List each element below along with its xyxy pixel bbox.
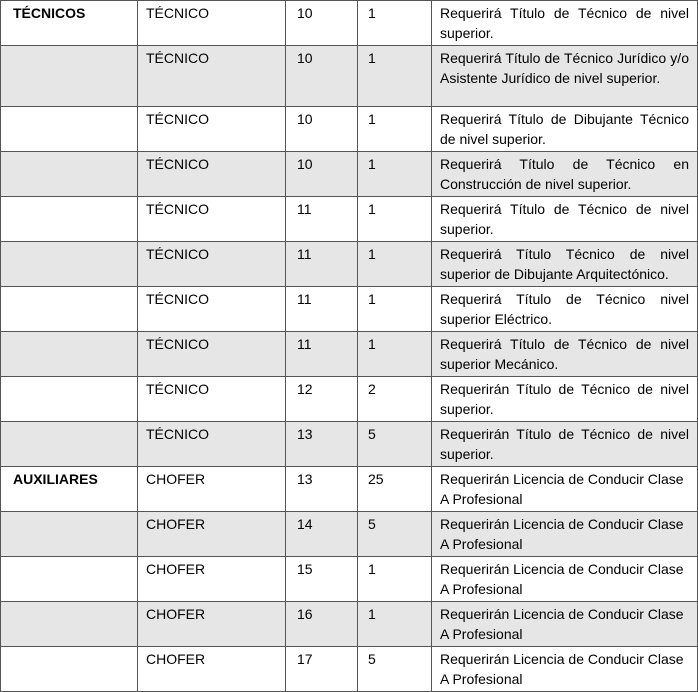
position-cell: CHOFER (138, 512, 286, 557)
category-cell (1, 332, 138, 377)
category-cell (1, 107, 138, 152)
position-cell: TÉCNICO (138, 1, 286, 46)
position-cell: TÉCNICO (138, 152, 286, 197)
grade-cell (286, 557, 358, 602)
requirement-cell: Requerirán Título de Técnico de nivel superior. (432, 377, 698, 422)
grade-cell (286, 107, 358, 152)
grade-value: 11 (297, 246, 312, 262)
category-cell (1, 287, 138, 332)
category-cell (1, 647, 138, 692)
position-cell: CHOFER (138, 647, 286, 692)
category-cell (1, 512, 138, 557)
grade-value: 10 (297, 50, 313, 66)
grade-cell (286, 197, 358, 242)
requirement-cell: Requerirán Licencia de Conducir Clase A Profesional (432, 467, 698, 512)
requirement-cell: Requerirán Licencia de Conducir Clase A Profesional (432, 557, 698, 602)
table-row (1, 422, 698, 467)
requirement-cell: Requerirá Título Técnico de nivel superior de Dibujante Arquitectónico. (432, 242, 698, 287)
quantity-value: 1 (368, 291, 376, 307)
grade-value: 15 (297, 561, 313, 577)
grade-cell (286, 242, 358, 287)
category-cell: TÉCNICOS (1, 1, 138, 46)
quantity-cell (358, 287, 432, 332)
table-row (1, 242, 698, 287)
position-cell: CHOFER (138, 557, 286, 602)
category-cell (1, 46, 138, 107)
grade-value: 10 (297, 111, 313, 127)
grade-value: 13 (297, 471, 313, 487)
category-cell (1, 242, 138, 287)
table-row (1, 197, 698, 242)
requirement-cell: Requerirán Licencia de Conducir Clase A Profesional (432, 512, 698, 557)
position-cell: TÉCNICO (138, 46, 286, 107)
grade-value: 12 (297, 381, 313, 397)
position-cell: TÉCNICO (138, 332, 286, 377)
quantity-cell (358, 197, 432, 242)
table-row (1, 332, 698, 377)
table-row (1, 467, 698, 512)
position-cell: CHOFER (138, 602, 286, 647)
quantity-cell (358, 107, 432, 152)
grade-value: 10 (297, 5, 313, 21)
quantity-cell (358, 512, 432, 557)
position-cell: CHOFER (138, 467, 286, 512)
quantity-cell (358, 332, 432, 377)
table-row (1, 557, 698, 602)
table-row (1, 107, 698, 152)
grade-cell (286, 512, 358, 557)
quantity-value: 1 (368, 156, 376, 172)
quantity-cell (358, 377, 432, 422)
grade-cell (286, 152, 358, 197)
position-cell: TÉCNICO (138, 107, 286, 152)
quantity-value: 5 (368, 516, 376, 532)
requirement-cell: Requerirá Título de Técnico Jurídico y/o Asistente Jurídico de nivel superior. (432, 46, 698, 107)
grade-cell (286, 332, 358, 377)
quantity-cell (358, 152, 432, 197)
position-cell: TÉCNICO (138, 242, 286, 287)
position-cell: TÉCNICO (138, 377, 286, 422)
grade-cell (286, 647, 358, 692)
quantity-cell (358, 242, 432, 287)
position-cell: TÉCNICO (138, 197, 286, 242)
quantity-value: 1 (368, 246, 376, 262)
category-cell (1, 422, 138, 467)
grade-cell (286, 377, 358, 422)
grade-cell (286, 287, 358, 332)
table-row (1, 512, 698, 557)
table-row (1, 602, 698, 647)
grade-cell (286, 602, 358, 647)
quantity-value: 25 (368, 471, 384, 487)
requirement-cell: Requerirá Título de Técnico nivel superior Eléctrico. (432, 287, 698, 332)
quantity-value: 2 (368, 381, 376, 397)
category-cell (1, 152, 138, 197)
table-row (1, 287, 698, 332)
table-row (1, 377, 698, 422)
requirement-cell: Requerirán Licencia de Conducir Clase A Profesional (432, 647, 698, 692)
quantity-cell (358, 1, 432, 46)
requirement-cell: Requerirá Título de Técnico de nivel superior. (432, 1, 698, 46)
category-cell (1, 197, 138, 242)
grade-value: 11 (297, 336, 312, 352)
grade-cell (286, 467, 358, 512)
quantity-cell (358, 602, 432, 647)
table-row (1, 152, 698, 197)
category-cell (1, 602, 138, 647)
quantity-cell (358, 46, 432, 107)
grade-cell (286, 1, 358, 46)
category-cell (1, 557, 138, 602)
grade-value: 13 (297, 426, 313, 442)
table-row (1, 46, 698, 107)
table-row (1, 1, 698, 46)
quantity-value: 5 (368, 426, 376, 442)
quantity-cell (358, 467, 432, 512)
requirement-cell: Requerirán Licencia de Conducir Clase A Profesional (432, 602, 698, 647)
requirement-cell: Requerirá Título de Dibujante Técnico de nivel superior. (432, 107, 698, 152)
quantity-value: 1 (368, 201, 376, 217)
grade-cell (286, 46, 358, 107)
quantity-cell (358, 557, 432, 602)
quantity-value: 1 (368, 50, 376, 66)
requirement-cell: Requerirá Título de Técnico en Construcción de nivel superior. (432, 152, 698, 197)
quantity-value: 1 (368, 606, 376, 622)
position-cell: TÉCNICO (138, 287, 286, 332)
category-cell: AUXILIARES (1, 467, 138, 512)
quantity-value: 5 (368, 651, 376, 667)
table-row (1, 647, 698, 692)
quantity-cell (358, 647, 432, 692)
quantity-value: 1 (368, 336, 376, 352)
grade-value: 17 (297, 651, 313, 667)
quantity-value: 1 (368, 561, 376, 577)
quantity-cell (358, 422, 432, 467)
category-cell (1, 377, 138, 422)
requirement-cell: Requerirán Título de Técnico de nivel superior. (432, 422, 698, 467)
grade-value: 14 (297, 516, 313, 532)
quantity-value: 1 (368, 5, 376, 21)
grade-value: 10 (297, 156, 313, 172)
requirement-cell: Requerirá Título de Técnico de nivel superior. (432, 197, 698, 242)
requirement-cell: Requerirá Título de Técnico de nivel superior Mecánico. (432, 332, 698, 377)
quantity-value: 1 (368, 111, 376, 127)
grade-cell (286, 422, 358, 467)
positions-table-body (1, 1, 698, 692)
grade-value: 11 (297, 291, 312, 307)
position-cell: TÉCNICO (138, 422, 286, 467)
grade-value: 11 (297, 201, 312, 217)
grade-value: 16 (297, 606, 313, 622)
